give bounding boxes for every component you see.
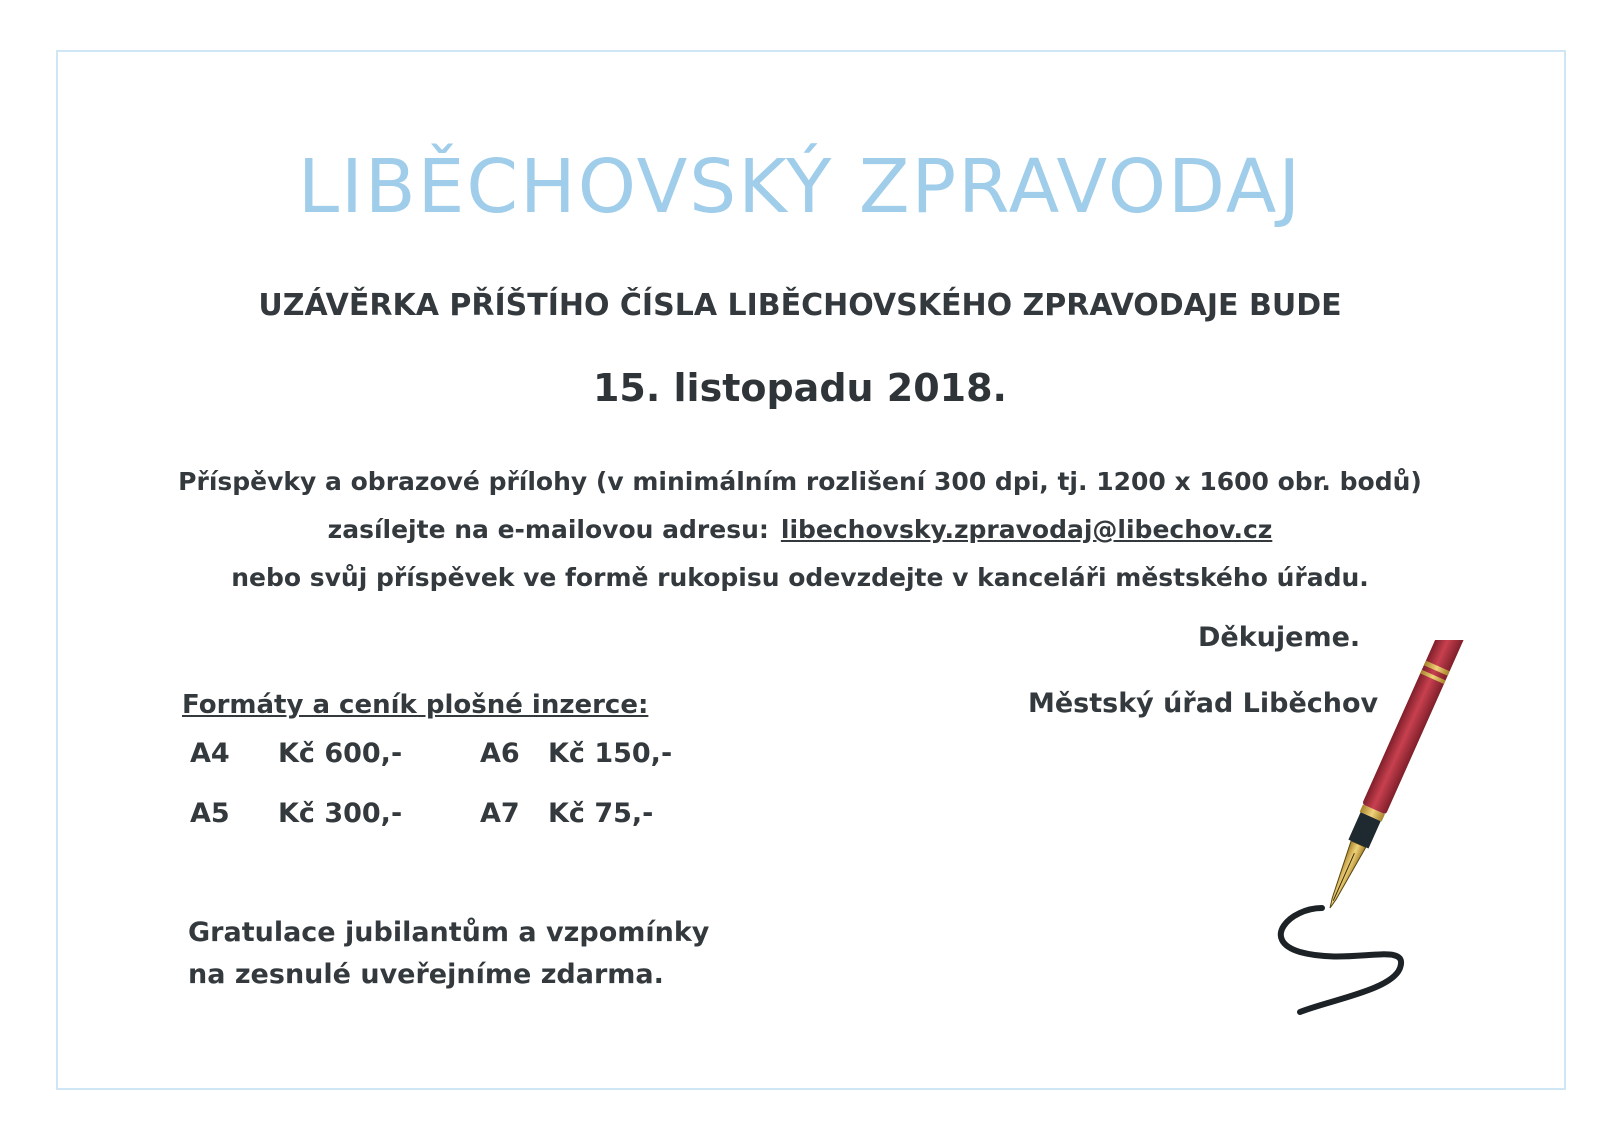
pricing-title: Formáty a ceník plošné inzerce:: [182, 690, 649, 720]
submission-line-3: nebo svůj příspěvek ve formě rukopisu odevzdejte v kanceláři městského úřadu.: [231, 563, 1369, 592]
deadline-heading: UZÁVĚRKA PŘÍŠTÍHO ČÍSLA LIBĚCHOVSKÉHO ZPRAVODAJE BUDE: [258, 288, 1342, 323]
price-value-a5: Kč 300,-: [278, 798, 403, 829]
free-notice-line-2: na zesnulé uveřejníme zdarma.: [188, 959, 664, 990]
price-format-a5: A5: [190, 798, 230, 829]
ink-stroke: [1281, 908, 1401, 1012]
office-signature: Městský úřad Liběchov: [1028, 688, 1379, 719]
email-link[interactable]: libechovsky.zpravodaj@libechov.cz: [780, 515, 1273, 544]
masthead-title: LIBĚCHOVSKÝ ZPRAVODAJ: [297, 144, 1303, 230]
fountain-pen-icon: [1270, 640, 1500, 1060]
price-format-a4: A4: [190, 738, 230, 769]
thanks-text: Děkujeme.: [1198, 622, 1361, 653]
price-value-a4: Kč 600,-: [278, 738, 403, 769]
price-value-a6: Kč 150,-: [548, 738, 673, 769]
price-format-a7: A7: [480, 798, 520, 829]
pen-barrel: [1362, 640, 1472, 815]
free-notice: [188, 912, 709, 996]
submission-email-prefix: zasílejte na e-mailovou adresu:: [327, 515, 769, 544]
price-format-a6: A6: [480, 738, 520, 769]
deadline-date: 15. listopadu 2018.: [592, 366, 1007, 410]
submission-line-1: Příspěvky a obrazové přílohy (v minimálním rozlišení 300 dpi, tj. 1200 x 1600 obr. bodů): [178, 467, 1422, 496]
free-notice-line-1: Gratulace jubilantům a vzpomínky: [188, 917, 710, 948]
submission-instructions: [0, 458, 1600, 602]
submission-line-2: [0, 506, 1600, 554]
price-value-a7: Kč 75,-: [548, 798, 654, 829]
